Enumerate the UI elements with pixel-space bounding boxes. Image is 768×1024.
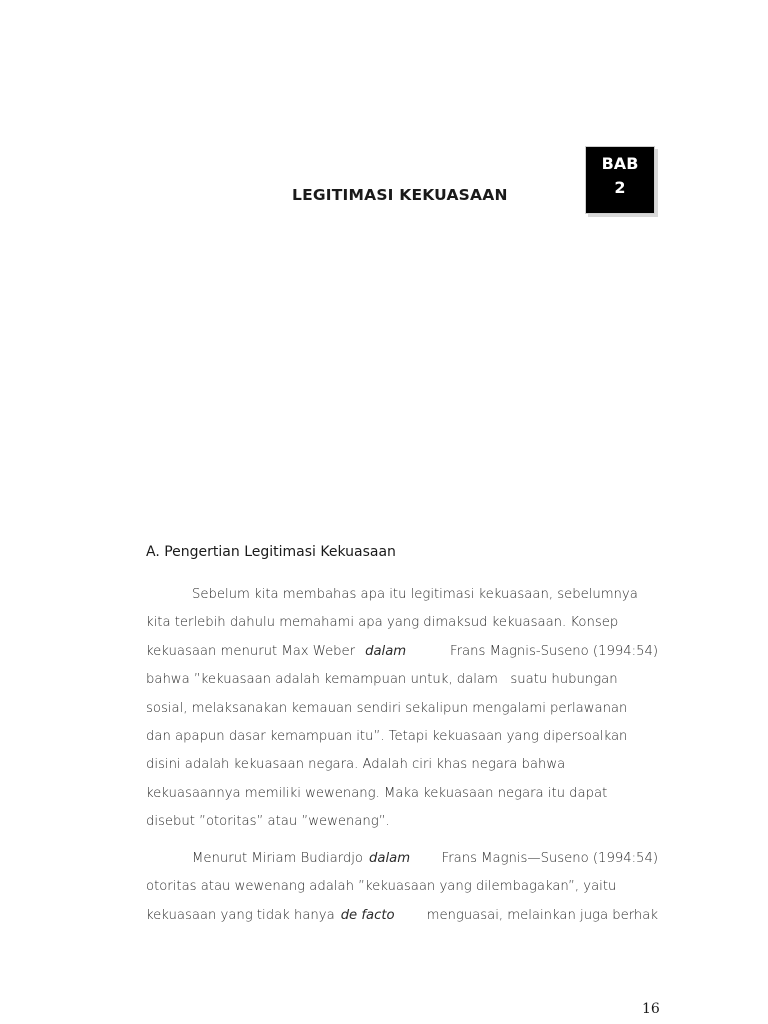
paragraph-line: [146, 695, 658, 723]
paragraph-text: menguasai, melainkan juga berhak: [426, 907, 658, 923]
paragraph-line: [146, 666, 658, 694]
paragraph-text: dan apapun dasar kemampuan itu”. Tetapi kekuasaan yang dipersoalkan: [146, 728, 628, 744]
paragraph-text: kekuasaan menurut Max Weber: [146, 643, 356, 659]
paragraph-line: [146, 751, 658, 779]
paragraph-text: bahwa ”kekuasaan adalah kemampuan untuk, dalam suatu hubungan: [146, 672, 618, 688]
paragraph-line: [146, 723, 658, 751]
paragraph-text: Frans Magnis—Suseno (1994:54): [441, 851, 658, 866]
paragraph-1: [146, 581, 658, 837]
paragraph-line: [146, 873, 658, 901]
paragraph-line: [146, 808, 658, 836]
paragraph-text: Menurut Miriam Budiardjo: [192, 851, 363, 866]
paragraph-line: [146, 780, 658, 808]
chapter-title: LEGITIMASI KEKUASAAN: [292, 186, 508, 204]
paragraph-text-italic: dalam: [365, 643, 407, 659]
paragraph-text: disebut ”otoritas” atau ”wewenang”.: [146, 814, 390, 830]
paragraph-text-italic: dalam: [369, 851, 411, 866]
paragraph-line: [146, 845, 658, 873]
paragraph-text: kekuasaan yang tidak hanya: [146, 907, 335, 923]
section-heading: A. Pengertian Legitimasi Kekuasaan: [146, 544, 396, 560]
chapter-badge-label: BAB: [601, 154, 639, 173]
paragraph-text: kekuasaannya memiliki wewenang. Maka kekuasaan negara itu dapat: [146, 785, 608, 801]
chapter-badge: [585, 146, 655, 214]
paragraph-line: [146, 581, 658, 609]
paragraph-line: [146, 902, 658, 930]
paragraph-text: disini adalah kekuasaan negara. Adalah ciri khas negara bahwa: [146, 757, 566, 773]
paragraph-2: [146, 845, 658, 930]
chapter-badge-number: 2: [614, 178, 626, 197]
paragraph-line: [146, 638, 658, 666]
paragraph-text-italic: de facto: [340, 907, 395, 923]
paragraph-line: [146, 609, 658, 637]
paragraph-text: kita terlebih dahulu memahami apa yang dimaksud kekuasaan. Konsep: [146, 615, 619, 631]
paragraph-text: Sebelum kita membahas apa itu legitimasi kekuasaan, sebelumnya: [192, 587, 638, 602]
page-number: 16: [642, 1001, 660, 1017]
paragraph-text: sosial, melaksanakan kemauan sendiri sekalipun mengalami perlawanan: [146, 700, 628, 716]
paragraph-text: Frans Magnis-Suseno (1994:54): [450, 643, 658, 659]
paragraph-text: otoritas atau wewenang adalah ”kekuasaan yang dilembagakan”, yaitu: [146, 879, 617, 895]
